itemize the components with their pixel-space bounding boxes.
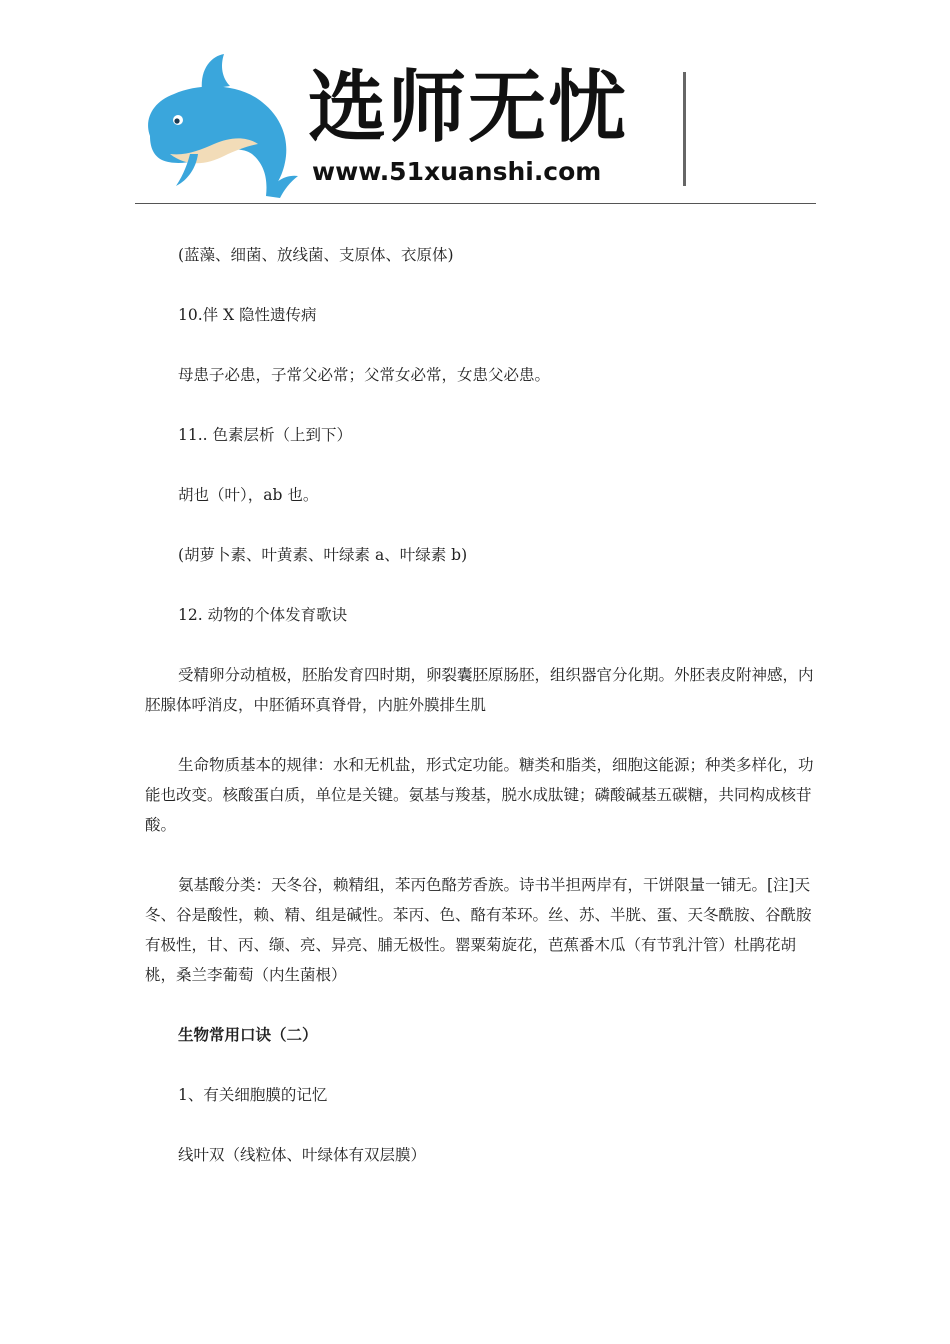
paragraph: (蓝藻、细菌、放线菌、支原体、衣原体) (178, 246, 454, 264)
paragraph: 胡也（叶），ab 也。 (178, 486, 319, 504)
section-heading: 12. 动物的个体发育歌诀 (178, 606, 348, 624)
page-header (0, 0, 950, 210)
document-body (145, 240, 818, 1200)
dolphin-logo-icon (140, 50, 300, 200)
paragraph: (胡萝卜素、叶黄素、叶绿素 a、叶绿素 b) (178, 546, 468, 564)
brand-url: www.51xuanshi.com (312, 157, 602, 186)
paragraph: 氨基酸分类：天冬谷，赖精组，苯丙色酪芳香族。诗书半担两岸有，干饼限量一铺无。[注]天冬、谷是酸性，赖、精、组是碱性。苯丙、色、酪有苯环。丝、苏、半胱、蛋、天冬酰胺、谷酰胺有极性，甘、丙、缬、亮、异亮、脯无极性。罂粟菊旋花，芭蕉番木瓜（有节乳汁管）杜鹃花胡桃，桑兰李葡萄（内生菌根） (145, 876, 812, 984)
header-divider (135, 203, 816, 204)
section-heading: 1、有关细胞膜的记忆 (178, 1086, 328, 1104)
paragraph: 母患子必患，子常父必常；父常女必常，女患父必患。 (178, 366, 551, 384)
chapter-title: 生物常用口诀（二） (178, 1025, 318, 1044)
paragraph: 生命物质基本的规律：水和无机盐，形式定功能。糖类和脂类，细胞这能源；种类多样化，功能也改变。核酸蛋白质，单位是关键。氨基与羧基，脱水成肽键；磷酸碱基五碳糖，共同构成核苷酸。 (145, 756, 814, 834)
paragraph: 线叶双（线粒体、叶绿体有双层膜） (178, 1146, 427, 1164)
paragraph: 受精卵分动植极，胚胎发育四时期，卵裂囊胚原肠胚，组织器官分化期。外胚表皮附神感，内胚腺体呼消皮，中胚循环真脊骨，内脏外膜排生肌 (145, 666, 814, 714)
section-heading: 11.. 色素层析（上到下） (178, 426, 353, 444)
brand-separator (683, 72, 686, 186)
brand-name: 选师无忧 (308, 63, 629, 153)
section-heading: 10.伴 X 隐性遗传病 (178, 306, 317, 324)
